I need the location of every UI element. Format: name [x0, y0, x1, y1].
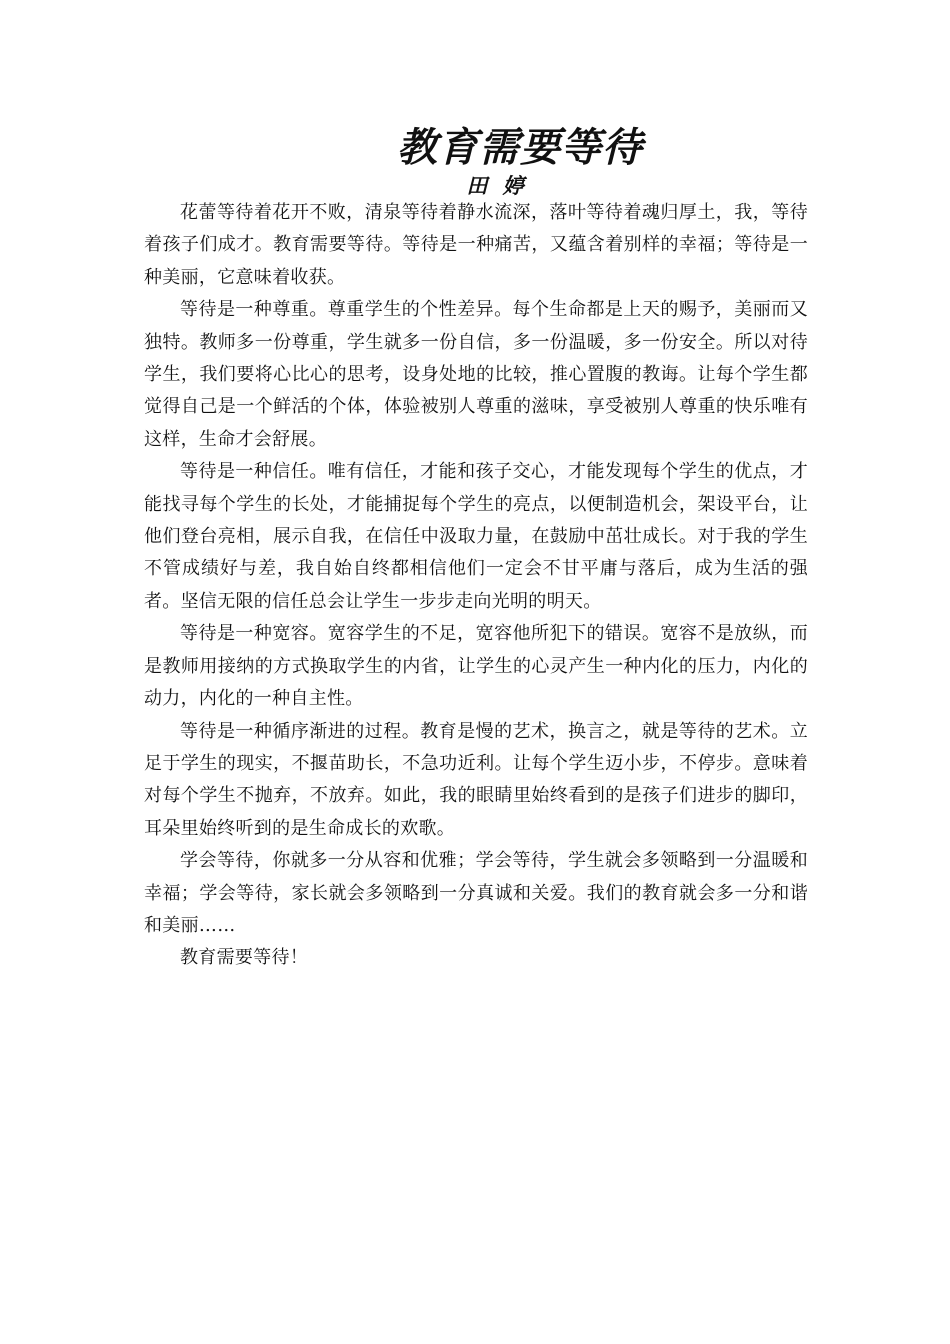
- paragraph-6: 学会等待，你就多一分从容和优雅；学会等待，学生就会多领略到一分温暖和幸福；学会等待，家长就会多领略到一分真诚和关爱。我们的教育就会多一分和谐和美丽……: [144, 850, 808, 936]
- paragraph-7: 教育需要等待！: [180, 947, 309, 969]
- paragraph-2: 等待是一种尊重。尊重学生的个性差异。每个生命都是上天的赐予，美丽而又独特。教师多一份尊重，学生就多一份自信，多一份温暖，多一份安全。所以对待学生，我们要将心比心的思考，设身处地的比较，推心置腹的教诲。让每个学生都觉得自己是一个鲜活的个体，体验被别人尊重的滋味，享受被别人尊重的快乐唯有这样，生命才会舒展。: [144, 299, 808, 450]
- paragraph-3: 等待是一种信任。唯有信任，才能和孩子交心，才能发现每个学生的优点，才能找寻每个学生的长处，才能捕捉每个学生的亮点，以便制造机会，架设平台，让他们登台亮相，展示自我，在信任中汲取力量，在鼓励中茁壮成长。对于我的学生不管成绩好与差，我自始自终都相信他们一定会不甘平庸与落后，成为生活的强者。坚信无限的信任总会让学生一步步走向光明的明天。: [144, 461, 808, 612]
- document-title: 教育需要等待: [397, 125, 643, 171]
- paragraph-5: 等待是一种循序渐进的过程。教育是慢的艺术，换言之，就是等待的艺术。立足于学生的现实，不揠苗助长，不急功近利。让每个学生迈小步，不停步。意味着对每个学生不抛弃，不放弃。如此，我的眼睛里始终看到的是孩子们进步的脚印，耳朵里始终听到的是生命成长的欢歌。: [144, 720, 808, 839]
- paragraph-1: 花蕾等待着花开不败，清泉等待着静水流深，落叶等待着魂归厚土，我，等待着孩子们成才。教育需要等待。等待是一种痛苦，又蕴含着别样的幸福；等待是一种美丽，它意味着收获。: [144, 202, 808, 288]
- paragraph-4: 等待是一种宽容。宽容学生的不足，宽容他所犯下的错误。宽容不是放纵，而是教师用接纳的方式换取学生的内省，让学生的心灵产生一种内化的压力，内化的动力，内化的一种自主性。: [144, 623, 808, 710]
- author-name: 田 婷: [466, 174, 524, 198]
- article-body: [144, 197, 808, 975]
